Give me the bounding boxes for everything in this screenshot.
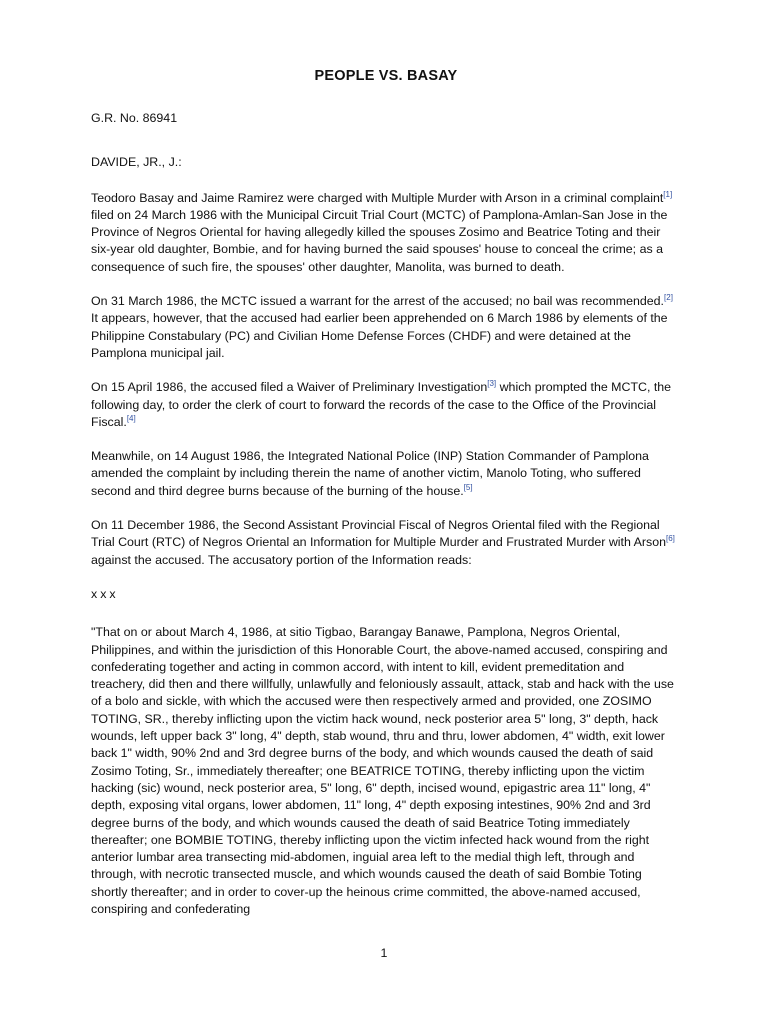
- paragraph-text: filed on 24 March 1986 with the Municipal Circuit Trial Court (MCTC) of Pamplona-Amlan-San Jose in the Province of Negros Oriental for having allegedly killed the spouses Zosimo and Beatrice Toting and their six-year old daughter, Bombie, and for having burned the said spouses' house to conceal the crime; as a consequence of such fire, the spouses' other daughter, Manolita, was burned to death.: [91, 207, 668, 274]
- paragraph-text: It appears, however, that the accused had earlier been apprehended on 6 March 1986 by elements of the Philippine Constabulary (PC) and Civilian Home Defense Forces (CHDF) and were detained at the Pamplona municipal jail.: [91, 311, 668, 360]
- paragraph-3: [91, 379, 681, 431]
- quoted-information: "That on or about March 4, 1986, at sitio Tigbao, Barangay Banawe, Pamplona, Negros Oriental, Philippines, and within the jurisdiction of this Honorable Court, the above-named accused, conspiring and confederating together and acting in common accord, with intent to kill, evident premeditation and treachery, did then and there willfully, unlawfully and feloniously assault, attack, stab and hack with the use of a bolo and sickle, with which the accused were then respectively armed and provided, one ZOSIMO TOTING, SR., thereby inflicting upon the victim hack wound, neck posterior area 5" long, 3" depth, hack wounds, left upper back 3" long, 4" depth, stab wound, thru and thru, lower abdomen, 4" width, exit lower back 1" width, 90% 2nd and 3rd degree burns of the body, and which wounds caused the death of said Zosimo Toting, Sr., immediately thereafter; one BEATRICE TOTING, thereby inflicting upon the victim hacking (sic) wound, neck posterior area, 5" long, 6" depth, incised wound, epigastric area 11" long, 4" depth, exposing vital organs, lower abdomen, 11" long, 4" depth exposing intestines, 90% 2nd and 3rd degree burns of the body, and which wounds caused the death of said Beatrice Toting immediately thereafter; one BOMBIE TOTING, thereby inflicting upon the victim infected hack wound from the right anterior lumbar area transecting mid-abdomen, inguial area left to the medial thigh left, through and through, with necrotic transected muscle, and which wounds caused the death of said Bombie Toting shortly thereafter; and in order to cover-up the heinous crime committed, the above-named accused, conspiring and confederating: [91, 625, 674, 916]
- footnote-ref[interactable]: [2]: [664, 293, 673, 303]
- paragraph-text: On 31 March 1986, the MCTC issued a warrant for the arrest of the accused; no bail was recommended.: [91, 294, 665, 309]
- paragraph-text: On 15 April 1986, the accused filed a Waiver of Preliminary Investigation: [91, 380, 488, 395]
- footnote-ref[interactable]: [6]: [666, 534, 675, 544]
- footnote-ref[interactable]: [4]: [126, 413, 136, 423]
- document-page: [91, 60, 681, 935]
- document-title: PEOPLE VS. BASAY: [314, 68, 458, 84]
- separator: xxx: [91, 586, 119, 601]
- paragraph-text: which prompted the MCTC, the following day, to order the clerk of court to forward the records of the case to the Office of the Provincial Fiscal.: [91, 380, 672, 429]
- footnote-ref[interactable]: [3]: [487, 379, 497, 389]
- page-number: 1: [380, 946, 388, 960]
- case-number: G.R. No. 86941: [91, 111, 178, 125]
- paragraph-5: [91, 517, 681, 569]
- ponente: DAVIDE, JR., J.:: [91, 155, 182, 170]
- paragraph-2: [91, 293, 681, 362]
- paragraph-text: against the accused. The accusatory portion of the Information reads:: [91, 552, 472, 567]
- paragraph-1: [91, 190, 681, 276]
- paragraph-text: Meanwhile, on 14 August 1986, the Integrated National Police (INP) Station Commander of Pamplona amended the complaint by including therein the name of another victim, Manolo Toting, who suffered second and third degree burns because of the burning of the house.: [91, 449, 649, 498]
- paragraph-text: Teodoro Basay and Jaime Ramirez were charged with Multiple Murder with Arson in a criminal complaint: [91, 190, 664, 205]
- paragraph-text: On 11 December 1986, the Second Assistant Provincial Fiscal of Negros Oriental filed with the Regional Trial Court (RTC) of Negros Oriental an Information for Multiple Murder and Frustrated Murder with Arson: [91, 518, 666, 550]
- footnote-ref[interactable]: [5]: [463, 482, 473, 492]
- footnote-ref[interactable]: [1]: [663, 189, 673, 199]
- paragraph-4: [91, 448, 681, 500]
